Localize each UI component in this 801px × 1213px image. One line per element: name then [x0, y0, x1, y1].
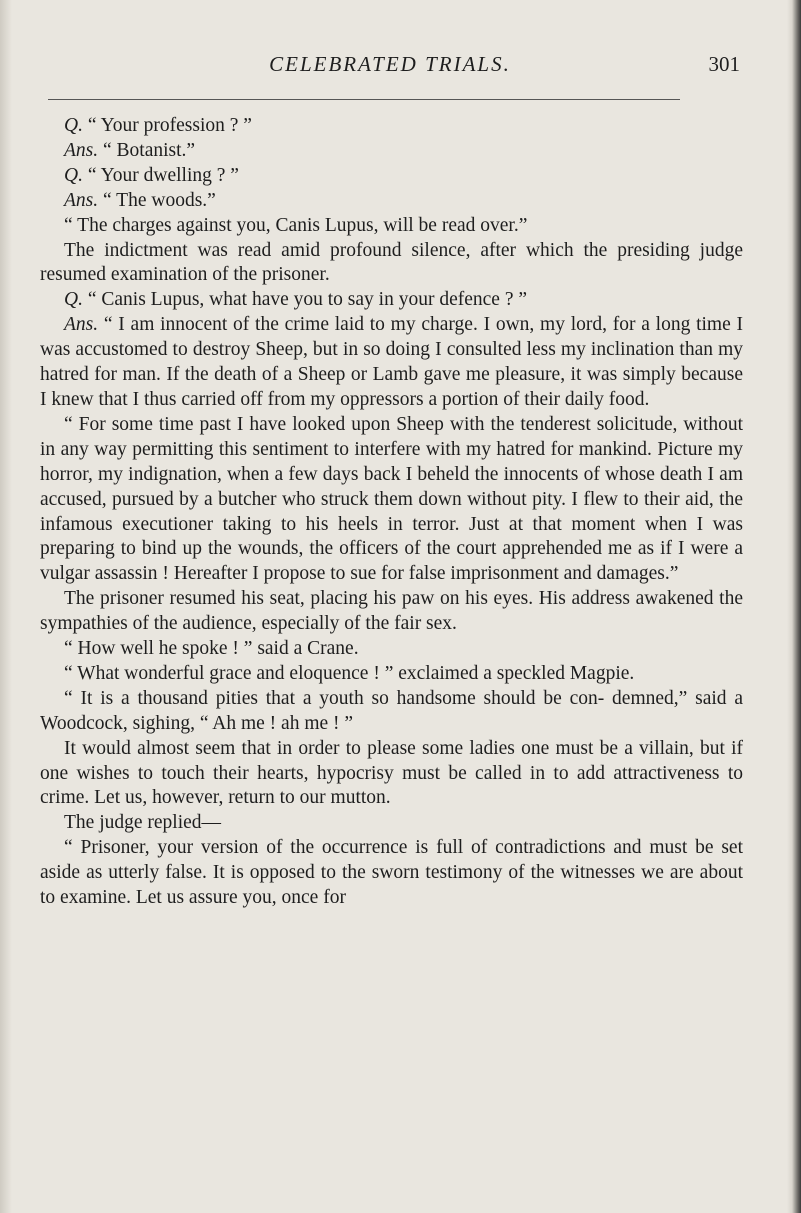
page-header: [40, 52, 740, 86]
paragraph: [40, 214, 743, 239]
speaker-label: Q.: [64, 115, 83, 136]
paragraph: [40, 413, 743, 587]
paragraph-text: “ I am innocent of the crime laid to my charge. I own, my lord, for a long time I was accustomed to destroy Sheep, but in so doing I consulted less my inclination than my hatred for man. If the death of a Sheep or Lamb gave me pleasure, it was simply because I knew that I thus carried off from my oppressors a portion of their daily food.: [40, 314, 743, 410]
paragraph: [40, 114, 743, 139]
page-number: 301: [708, 52, 740, 76]
paragraph: [40, 313, 743, 413]
paragraph-text: “ For some time past I have looked upon Sheep with the tenderest solicitude, without in any way permitting this sentiment to interfere with my hatred for mankind. Picture my horror, my indignation, when a few days back I beheld the innocents of whose death I am accused, pursued by a butcher who struck them down without pity. I flew to their aid, the infamous executioner taking to his heels in terror. Just at that moment when I was preparing to bind up the wounds, the officers of the court apprehended me as if I were a vulgar assassin ! Hereafter I propose to sue for false imprisonment and damages.”: [40, 413, 743, 585]
header-rule: [48, 99, 680, 100]
paragraph: [40, 587, 743, 637]
paragraph-text: “ The charges against you, Canis Lupus, will be read over.”: [64, 214, 528, 236]
paragraph: [40, 239, 743, 289]
paragraph-text: It would almost seem that in order to please some ladies one must be a villain, but if one wishes to touch their hearts, hypocrisy must be called in to add attractiveness to crime. Let us, however, return to our mutton.: [40, 737, 743, 809]
paragraph-text: “ Botanist.”: [98, 139, 196, 161]
body-text: [40, 114, 743, 911]
paragraph-text: “ Your dwelling ? ”: [82, 164, 239, 186]
paragraph: [40, 288, 743, 313]
paragraph: [40, 811, 743, 836]
running-title: CELEBRATED TRIALS.: [269, 52, 511, 76]
paragraph-text: “ The woods.”: [98, 189, 216, 211]
speaker-label: Ans.: [64, 139, 99, 161]
paragraph-text: The prisoner resumed his seat, placing his paw on his eyes. His address awakened the sympathies of the audience, especially of the fair sex.: [40, 588, 743, 635]
paragraph-text: “ What wonderful grace and eloquence ! ” exclaimed a speckled Magpie.: [64, 662, 635, 684]
page-right-edge: [787, 0, 801, 1213]
paragraph: [40, 139, 743, 164]
paragraph-text: The judge replied—: [64, 812, 222, 834]
paragraph-text: The indictment was read amid profound silence, after which the presiding judge resumed examination of the prisoner.: [40, 239, 743, 286]
paragraph: [40, 836, 743, 911]
speaker-label: Q.: [64, 289, 83, 311]
paragraph-text: “ How well he spoke ! ” said a Crane.: [64, 638, 359, 660]
paragraph: [40, 737, 743, 812]
paragraph-text: “ It is a thousand pities that a youth so handsome should be con- demned,” said a Woodcock, sighing, “ Ah me ! ah me ! ”: [40, 687, 743, 734]
page-left-edge: [0, 0, 12, 1213]
paragraph-text: “ Canis Lupus, what have you to say in your defence ? ”: [82, 289, 528, 311]
paragraph-text: “ Prisoner, your version of the occurrence is full of contradictions and must be set aside as utterly false. It is opposed to the sworn testimony of the witnesses we are about to examine. Let us assure you, once for: [40, 837, 743, 909]
paragraph: [40, 189, 743, 214]
speaker-label: Ans.: [64, 189, 99, 211]
paragraph: [40, 687, 743, 737]
speaker-label: Ans.: [64, 314, 99, 336]
paragraph: [40, 662, 743, 687]
paragraph: [40, 164, 743, 189]
paragraph: [40, 637, 743, 662]
paragraph-text: “ Your profession ? ”: [82, 115, 252, 136]
speaker-label: Q.: [64, 164, 83, 186]
